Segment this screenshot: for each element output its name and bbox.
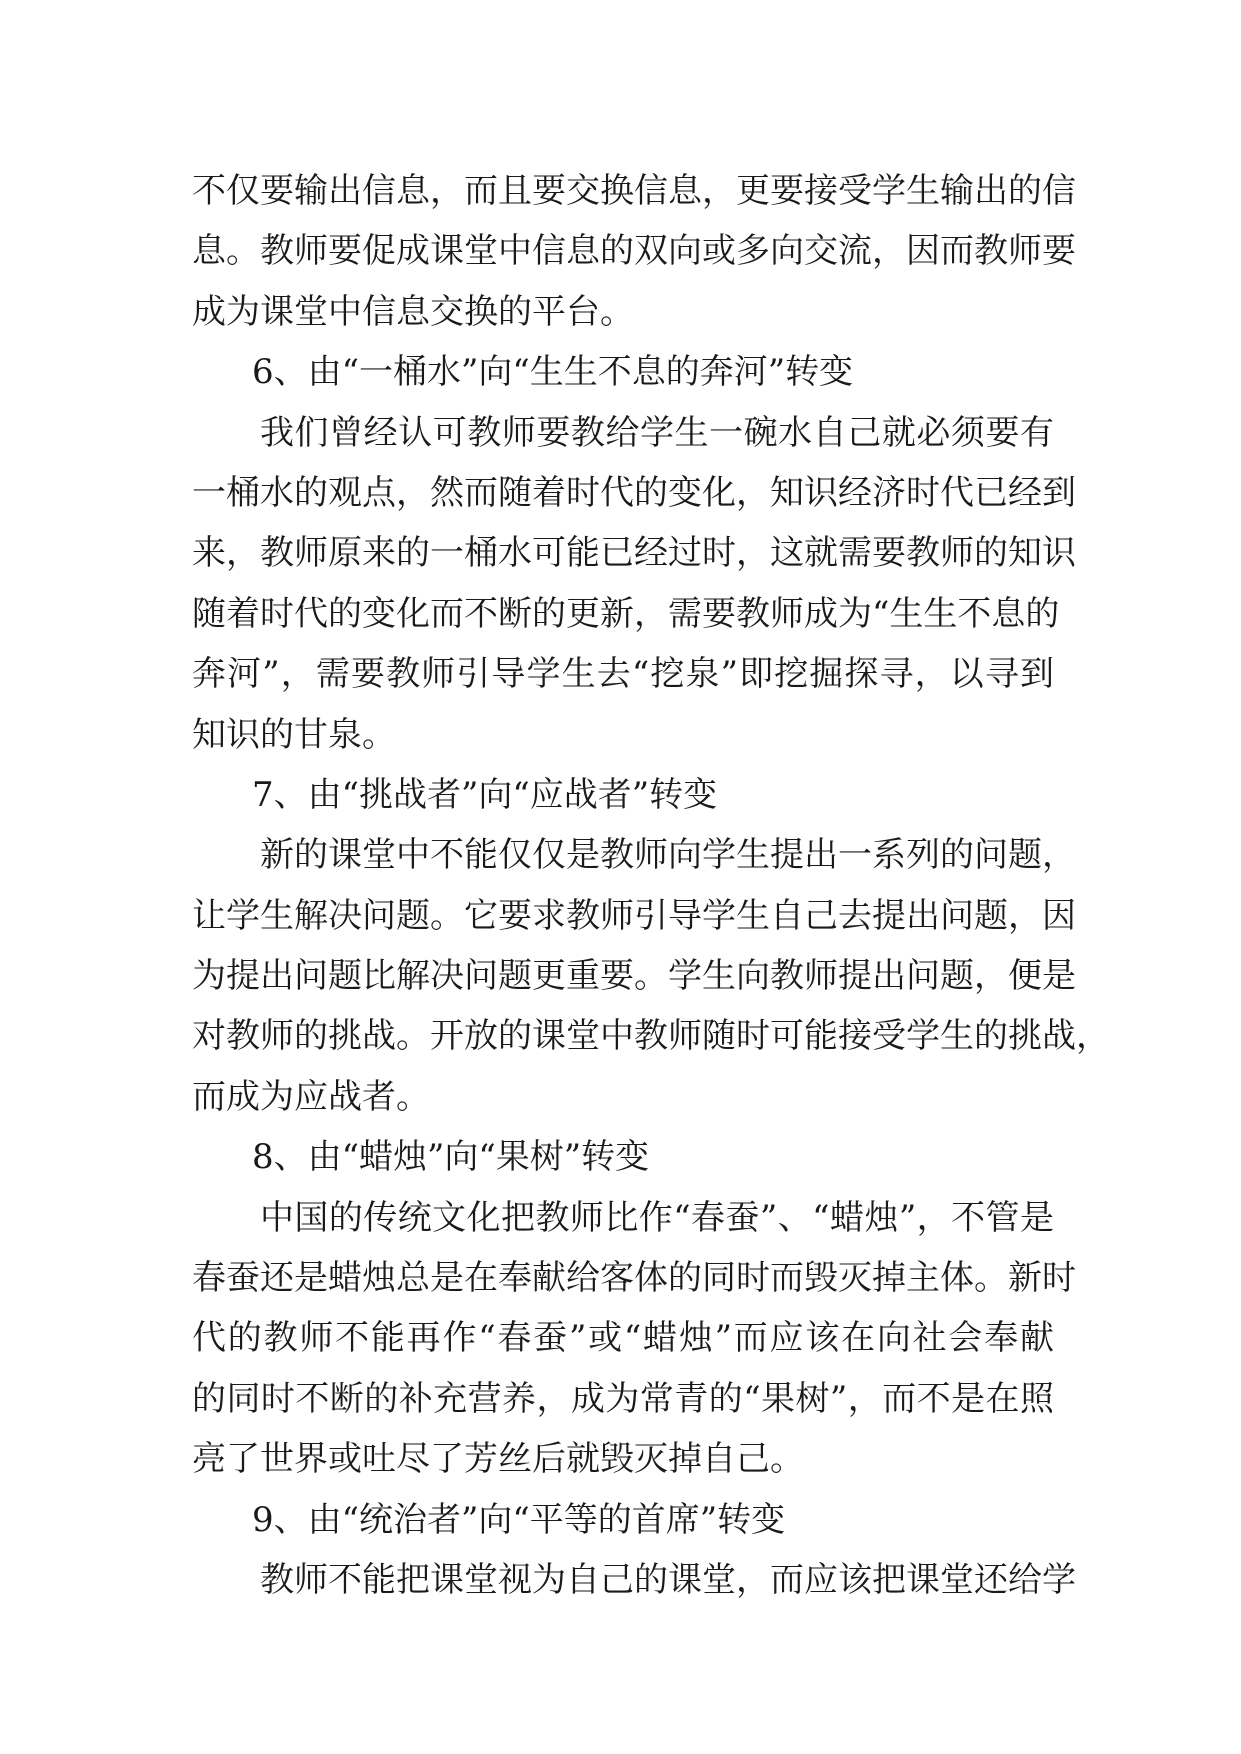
paragraph-first-line: 教师不能把课堂视为自己的课堂，而应该把课堂还给学 [260,1559,1076,1600]
paragraph-first-line: 中国的传统文化把教师比作“春蚕”、“蜡烛”，不管是 [260,1197,1054,1238]
paragraph-last-line: 知识的甘泉。 [192,714,396,755]
paragraph-line: 为提出问题比解决问题更重要。学生向教师提出问题，便是 [192,956,1076,997]
paragraph-line: 奔河”，需要教师引导学生去“挖泉”即挖掘探寻，以寻到 [192,654,1054,695]
paragraph-line: 的同时不断的补充营养，成为常青的“果树”，而不是在照 [192,1378,1054,1419]
paragraph-line: 春蚕还是蜡烛总是在奉献给客体的同时而毁灭掉主体。新时 [192,1258,1076,1299]
paragraph-last-line: 亮了世界或吐尽了芳丝后就毁灭掉自己。 [192,1439,804,1480]
paragraph-last-line: 成为课堂中信息交换的平台。 [192,291,634,332]
section-heading: 6、由“一桶水”向“生生不息的奔河”转变 [252,352,854,393]
paragraph-line: 代的教师不能再作“春蚕”或“蜡烛”而应该在向社会奉献 [192,1318,1054,1359]
paragraph-line: 对教师的挑战。开放的课堂中教师随时可能接受学生的挑战， [192,1016,1110,1057]
document-body [192,161,1110,1610]
paragraph-line: 让学生解决问题。它要求教师引导学生自己去提出问题，因 [192,895,1076,936]
section-heading: 9、由“统治者”向“平等的首席”转变 [252,1499,786,1540]
paragraph-line: 息。教师要促成课堂中信息的双向或多向交流，因而教师要 [192,231,1076,272]
paragraph-first-line: 新的课堂中不能仅仅是教师向学生提出一系列的问题， [260,835,1076,876]
paragraph-line: 不仅要输出信息，而且要交换信息，更要接受学生输出的信 [192,171,1076,211]
paragraph-line: 来，教师原来的一桶水可能已经过时，这就需要教师的知识 [192,533,1076,574]
paragraph-line: 一桶水的观点，然而随着时代的变化，知识经济时代已经到 [192,472,1076,513]
section-heading: 7、由“挑战者”向“应战者”转变 [252,774,718,815]
paragraph-last-line: 而成为应战者。 [192,1076,430,1117]
paragraph-first-line: 我们曾经认可教师要教给学生一碗水自己就必须要有 [260,412,1054,453]
section-heading: 8、由“蜡烛”向“果树”转变 [252,1137,650,1178]
paragraph-line: 随着时代的变化而不断的更新，需要教师成为“生生不息的 [192,593,1060,634]
